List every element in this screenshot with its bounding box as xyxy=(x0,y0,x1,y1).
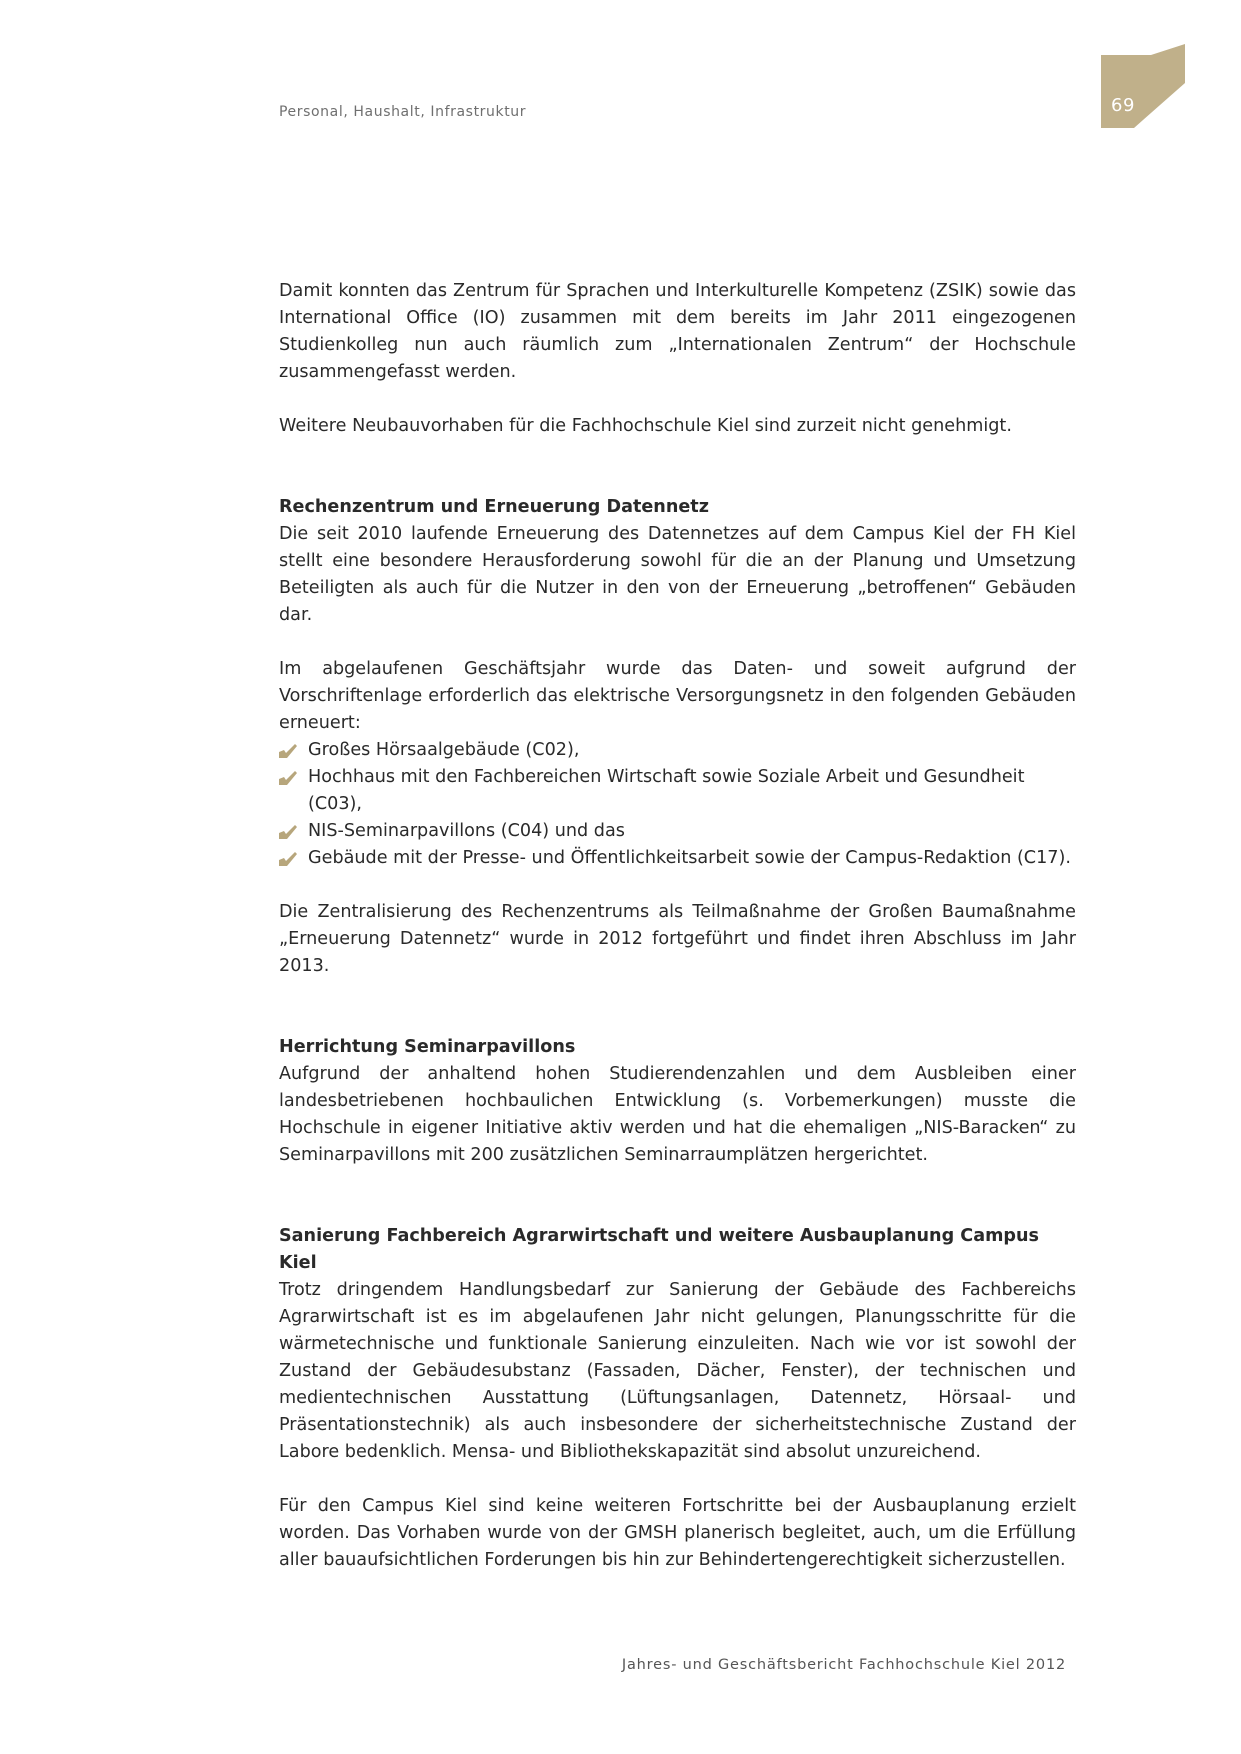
footer-text: Jahres- und Geschäftsbericht Fachhochschule Kiel 2012 xyxy=(621,1657,1066,1673)
section-heading: Rechenzentrum und Erneuerung Datennetz xyxy=(279,497,709,517)
running-header: Personal, Haushalt, Infrastruktur xyxy=(279,104,527,120)
paragraph: Aufgrund der anhaltend hohen Studierendenzahlen und dem Ausbleiben einer landesbetriebenen hochbaulichen Entwicklung (s. Vorbemerkungen) musste die Hochschule in eigener Initiative aktiv werden und hat die ehemaligen „NIS-Baracken“ zu Seminarpavillons mit 200 zusätzlichen Seminarraumplätzen hergerichtet. xyxy=(279,1064,1076,1165)
list-item-text: Großes Hörsaalgebäude (C02), xyxy=(308,740,580,760)
list-item xyxy=(279,845,1076,872)
check-icon xyxy=(279,771,297,785)
check-icon xyxy=(279,825,297,839)
page-number: 69 xyxy=(1111,95,1135,116)
main-content xyxy=(279,278,1076,1574)
paragraph: Trotz dringendem Handlungsbedarf zur Sanierung der Gebäude des Fachbereichs Agrarwirtschaft ist es im abgelaufenen Jahr nicht gelungen, Planungsschritte für die wärmetechnische und funktionale Sanierung einzuleiten. Nach wie vor ist sowohl der Zustand der Gebäudesubstanz (Fassaden, Dächer, Fenster), der technischen und medientechnischen Ausstattung (Lüftungsanlagen, Datennetz, Hörsaal- und Präsentationstechnik) als auch insbesondere der sicherheitstechnische Zustand der Labore bedenklich. Mensa- und Bibliothekskapazität sind absolut unzureichend. xyxy=(279,1280,1076,1462)
list-item-text: Hochhaus mit den Fachbereichen Wirtschaft sowie Soziale Arbeit und Gesundheit (C03), xyxy=(308,767,1025,814)
paragraph: Die Zentralisierung des Rechenzentrums als Teilmaßnahme der Großen Baumaßnahme „Erneuerung Datennetz“ wurde in 2012 fortgeführt und findet ihren Abschluss im Jahr 2013. xyxy=(279,902,1076,976)
list-item xyxy=(279,737,1076,764)
paragraph: Damit konnten das Zentrum für Sprachen und Interkulturelle Kompetenz (ZSIK) sowie das International Office (IO) zusammen mit dem bereits im Jahr 2011 eingezogenen Studienkolleg nun auch räumlich zum „Internationalen Zentrum“ der Hochschule zusammengefasst werden. xyxy=(279,281,1076,382)
list-item-text: Gebäude mit der Presse- und Öffentlichkeitsarbeit sowie der Campus-Redaktion (C17). xyxy=(308,848,1071,868)
list-item xyxy=(279,764,1076,818)
paragraph: Die seit 2010 laufende Erneuerung des Datennetzes auf dem Campus Kiel der FH Kiel stellt eine besondere Herausforderung sowohl für die an der Planung und Umsetzung Beteiligten als auch für die Nutzer in den von der Erneuerung „betroffenen“ Gebäuden dar. xyxy=(279,524,1076,625)
paragraph: Für den Campus Kiel sind keine weiteren Fortschritte bei der Ausbauplanung erzielt worden. Das Vorhaben wurde von der GMSH planerisch begleitet, auch, um die Erfüllung aller bauaufsichtlichen Forderungen bis hin zur Behindertengerechtigkeit sicherzustellen. xyxy=(279,1496,1076,1570)
check-icon xyxy=(279,744,297,758)
paragraph: Weitere Neubauvorhaben für die Fachhochschule Kiel sind zurzeit nicht genehmigt. xyxy=(279,416,1012,436)
list-item xyxy=(279,818,1076,845)
section-heading: Herrichtung Seminarpavillons xyxy=(279,1037,576,1057)
section-heading: Sanierung Fachbereich Agrarwirtschaft und weitere Ausbauplanung Campus Kiel xyxy=(279,1226,1040,1273)
building-list xyxy=(279,737,1076,872)
paragraph: Im abgelaufenen Geschäftsjahr wurde das Daten- und soweit aufgrund der Vorschriftenlage erforderlich das elektrische Versorgungsnetz in den folgenden Gebäuden erneuert: xyxy=(279,659,1076,733)
check-icon xyxy=(279,852,297,866)
list-item-text: NIS-Seminarpavillons (C04) und das xyxy=(308,821,625,841)
